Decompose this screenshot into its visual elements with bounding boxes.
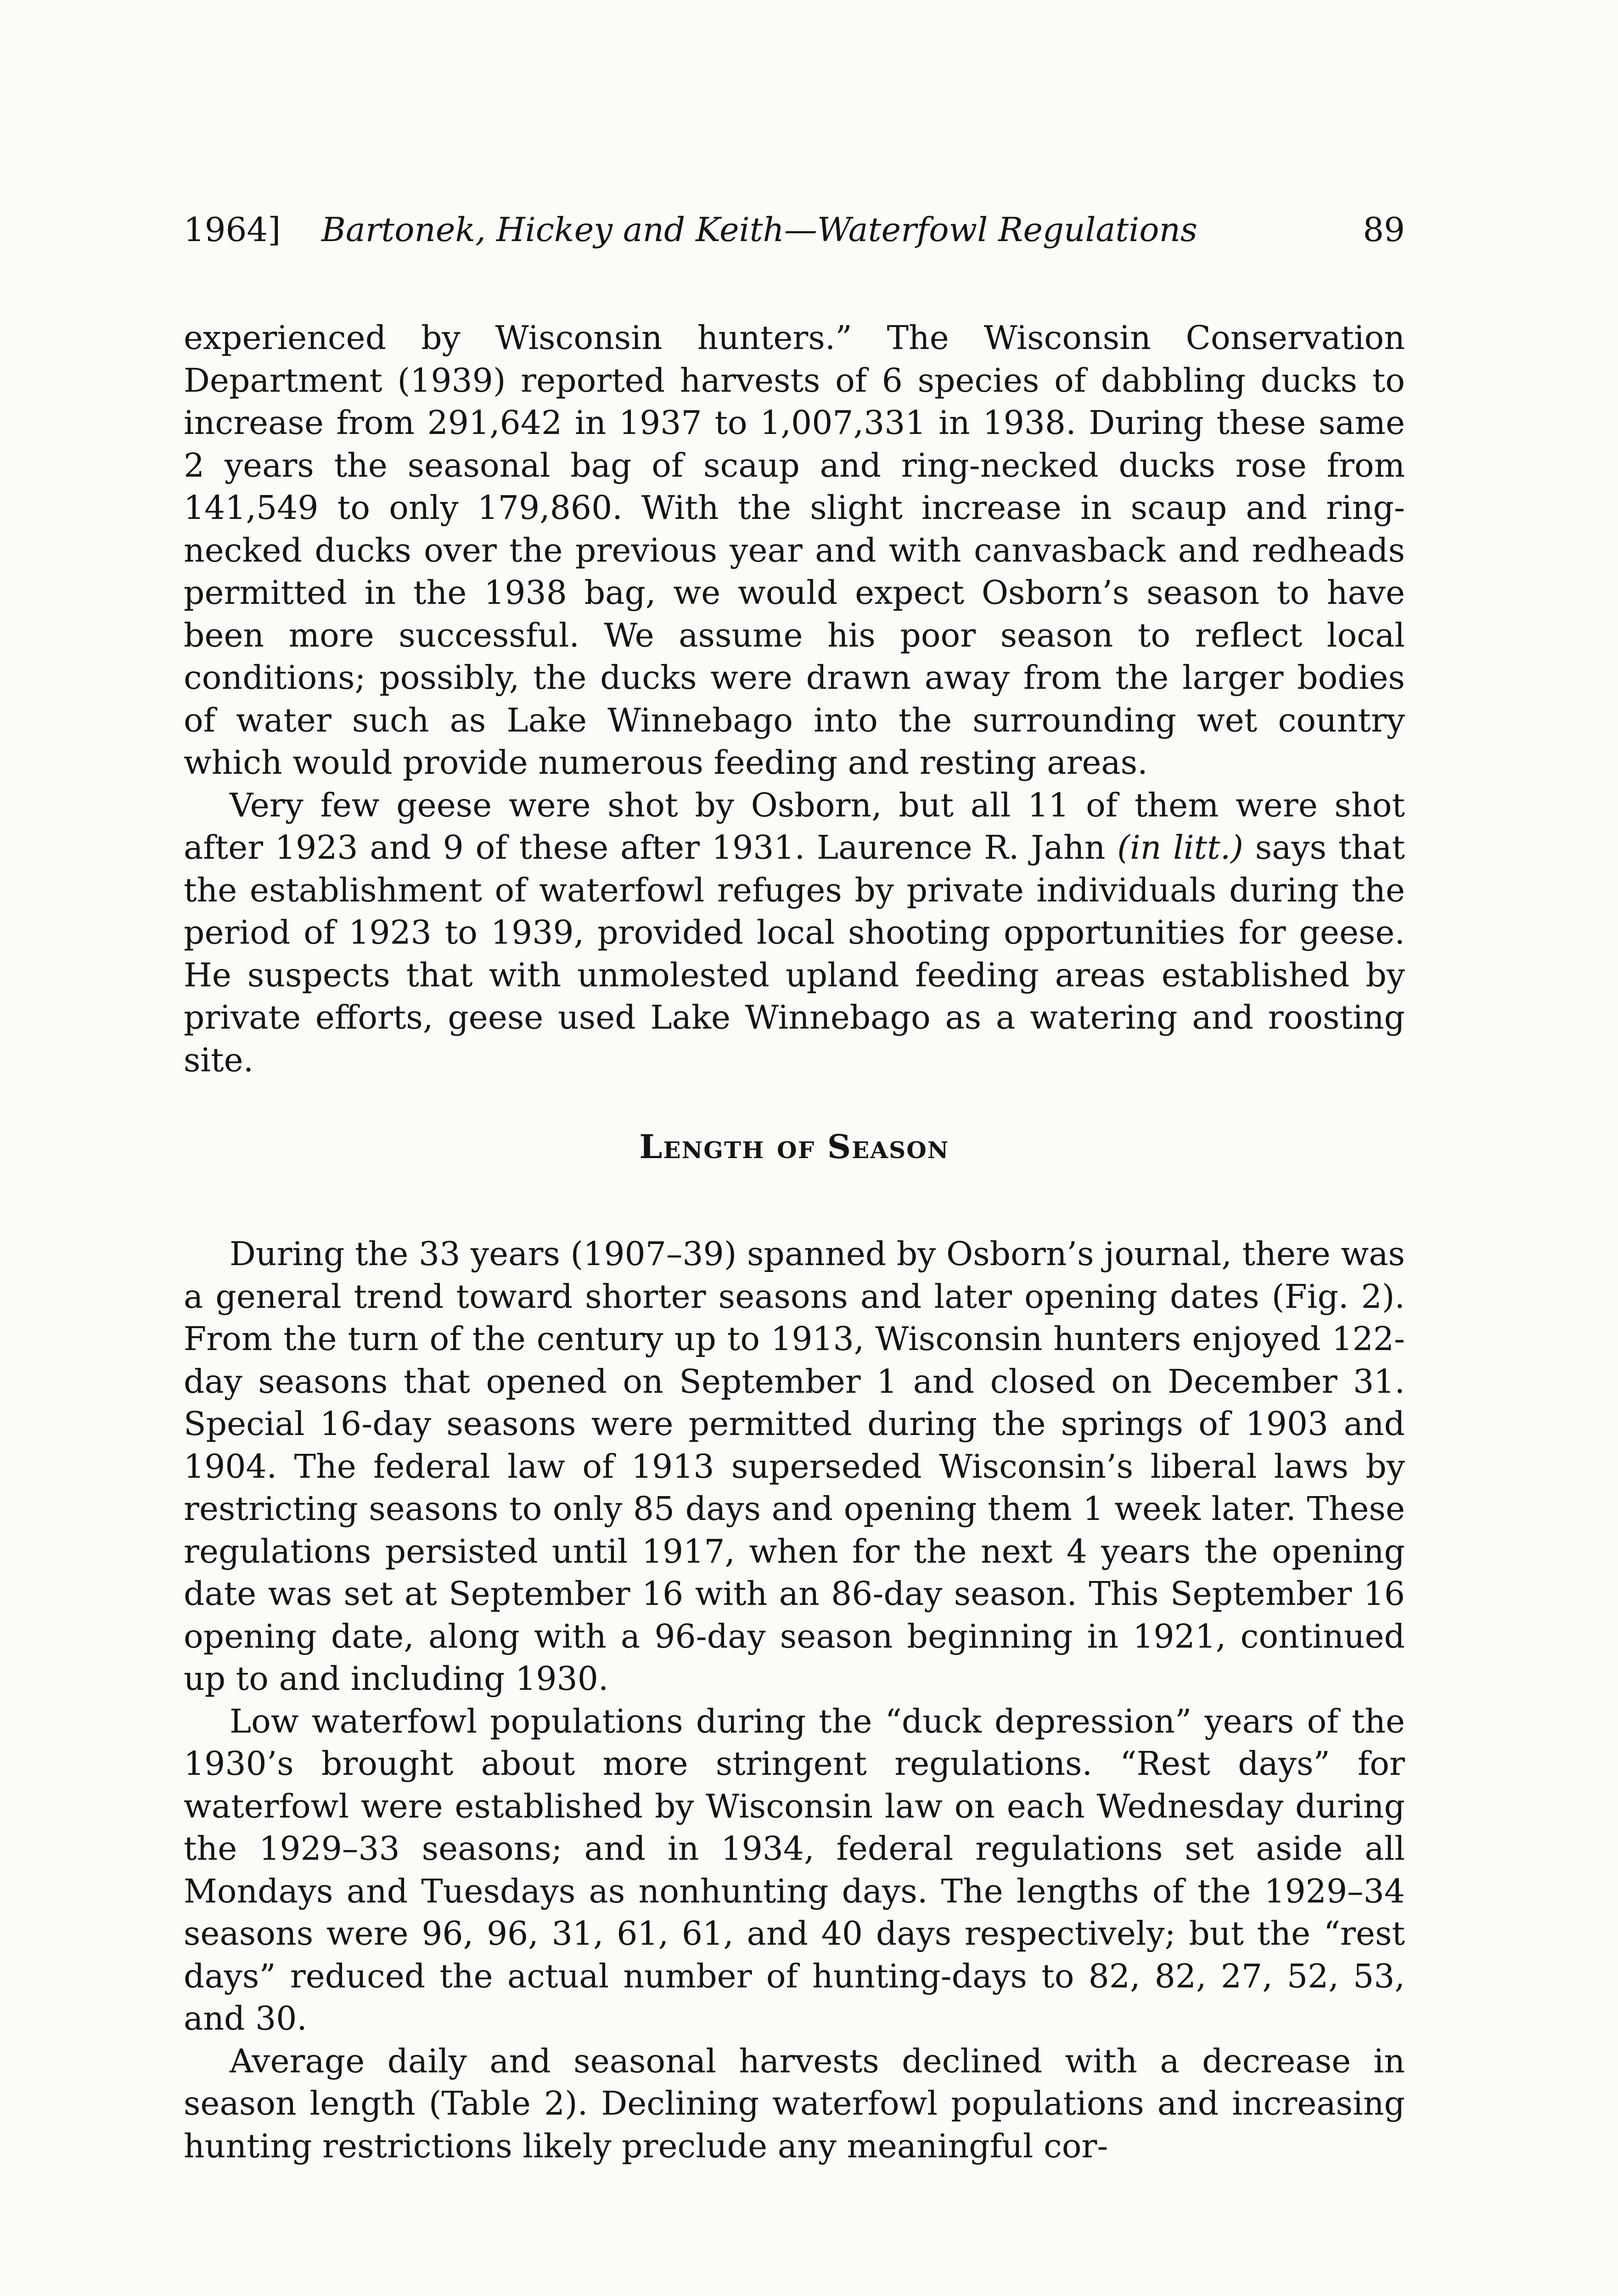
page-number: 89 — [1363, 210, 1405, 249]
volume-year: 1964] — [184, 210, 281, 249]
body-text — [184, 317, 1405, 2167]
running-head — [184, 202, 1405, 257]
paragraph-season-trend: During the 33 years (1907–39) spanned by Osborn’s journal, there was a general trend toward shorter seasons and later opening dates (Fig. 2). From the turn of the century up to 1913, Wisconsin hunters enjoyed 122-day seasons that opened on September 1 and closed on December 31. Special 16-day seasons were permitted during the springs of 1903 and 1904. The federal law of 1913 superseded Wisconsin’s liberal laws by restricting seasons to only 85 days and opening them 1 week later. These regulations persisted until 1917, when for the next 4 years the opening date was set at September 16 with an 86-day season. This September 16 opening date, along with a 96-day season beginning in 1921, continued up to and including 1930. — [184, 1235, 1405, 1698]
paragraph-geese — [184, 784, 1405, 1082]
section-heading: Length of Season — [639, 1127, 949, 1166]
paragraph-geese-text-2: says that the establishment of waterfowl refuges by private individuals during the period of 1923 to 1939, provided local shooting opportunities for geese. He suspects that with unmolested upland feeding areas established by private efforts, geese used Lake Winnebago as a watering and roosting site. — [184, 828, 1405, 1079]
paragraph-rest-days: Low waterfowl populations during the “duck depression” years of the 1930’s brought about more stringent regulations. “Rest days” for waterfowl were established by Wisconsin law on each Wednesday during the 1929–33 seasons; and in 1934, federal regulations set aside all Mondays and Tuesdays as nonhunting days. The lengths of the 1929–34 seasons were 96, 96, 31, 61, 61, and 40 days respectively; but the “rest days” reduced the actual number of hunting-days to 82, 82, 27, 52, 53, and 30. — [184, 1702, 1405, 2037]
running-title: Bartonek, Hickey and Keith—Waterfowl Regulations — [321, 210, 1197, 249]
paragraph-geese-text-1: Very few geese were shot by Osborn, but all 11 of them were shot after 1923 and 9 of these after 1931. Laurence R. Jahn — [184, 786, 1405, 867]
paragraph-harvests: Average daily and seasonal harvests declined with a decrease in season length (Table 2). Declining waterfowl populations and increasing hunting restrictions likely preclude any meaningful cor- — [184, 2042, 1405, 2165]
citation-in-litt: (in litt.) — [1117, 828, 1243, 867]
page — [184, 202, 1405, 2167]
paragraph-continued: experienced by Wisconsin hunters.” The Wisconsin Conservation Department (1939) reported harvests of 6 species of dabbling ducks to increase from 291,642 in 1937 to 1,007,331 in 1938. During these same 2 years the seasonal bag of scaup and ring-necked ducks rose from 141,549 to only 179,860. With the slight increase in scaup and ring-necked ducks over the previous year and with canvasback and redheads permitted in the 1938 bag, we would expect Osborn’s season to have been more successful. We assume his poor season to reflect local conditions; possibly, the ducks were drawn away from the larger bodies of water such as Lake Winnebago into the surrounding wet country which would provide numerous feeding and resting areas. — [184, 319, 1405, 782]
